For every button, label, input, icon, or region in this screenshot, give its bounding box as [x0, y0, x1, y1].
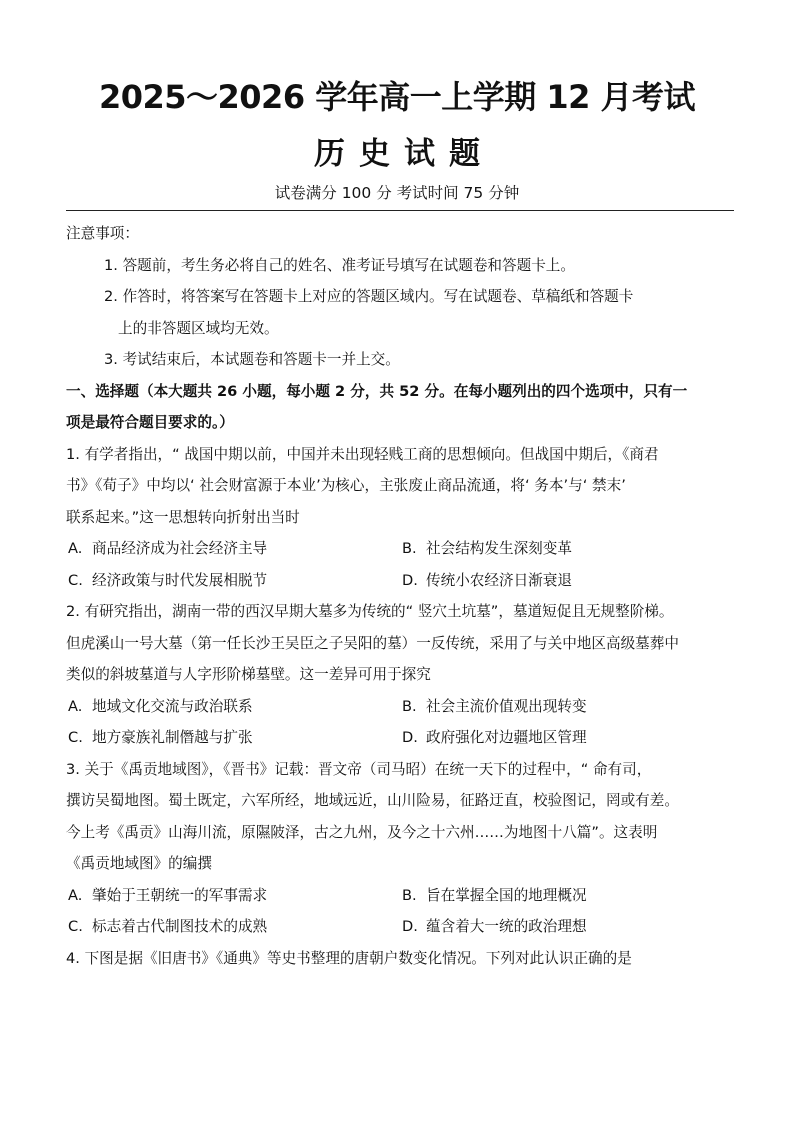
notice-item-continued: 上的非答题区域均无效。	[118, 319, 279, 337]
option-a	[66, 691, 400, 723]
exam-title: 2025～2026 学年高一上学期 12 月考试	[98, 78, 696, 116]
option-letter: B.	[402, 697, 417, 715]
option-text: 商品经济成为社会经济主导	[92, 540, 268, 557]
option-c	[66, 565, 400, 597]
subject-title: 历史试题	[314, 136, 494, 172]
option-text: 蕴含着大一统的政治理想	[426, 918, 587, 935]
question-stem-line: 3. 关于《禹贡地域图》，《晋书》记载：晋文帝（司马昭）在统一天下的过程中，“ 命有司，	[66, 760, 652, 778]
option-text: 社会结构发生深刻变革	[426, 540, 572, 557]
options-row	[66, 911, 734, 943]
options-row	[66, 691, 734, 723]
question-3	[66, 754, 734, 943]
option-text: 传统小农经济日渐衰退	[426, 571, 572, 589]
question-stem-line: 书》《荀子》中均以‘ 社会财富源于本业’为核心，主张废止商品流通，将‘ 务本’与‘ 禁末’	[66, 477, 626, 494]
options-row	[66, 880, 734, 912]
question-stem-line: 撰访吴蜀地图。蜀土既定，六军所经，地域远近，山川险易，征路迂直，校验图记，罔或有差。	[66, 792, 679, 809]
option-text: 政府强化对边疆地区管理	[426, 729, 587, 746]
option-b	[400, 691, 734, 723]
exam-meta: 试卷满分 100 分 考试时间 75 分钟	[274, 184, 520, 202]
section-heading-continued: 项是最符合题目要求的。）	[66, 414, 234, 431]
option-text: 标志着古代制图技术的成熟	[92, 918, 268, 935]
option-a	[66, 533, 400, 565]
option-letter: A.	[68, 540, 83, 557]
option-c	[66, 722, 400, 754]
notice-item: 3. 考试结束后，本试题卷和答题卡一并上交。	[104, 351, 400, 368]
option-letter: C.	[68, 918, 83, 935]
option-d	[400, 722, 734, 754]
option-text: 社会主流价值观出现转变	[426, 697, 587, 715]
question-stem-line: 《禹贡地域图》的编撰	[66, 855, 212, 872]
question-stem-line: 类似的斜坡墓道与人字形阶梯墓壁。这一差异可用于探究	[66, 666, 431, 683]
option-letter: D.	[402, 571, 418, 589]
question-stem-line: 联系起来。”这一思想转向折射出当时	[66, 508, 300, 526]
question-stem-line: 今上考《禹贡》山海川流，原隰陂泽，古之九州，及今之十六州……为地图十八篇”。这表明	[66, 823, 658, 841]
option-letter: D.	[402, 918, 418, 935]
question-stem-line: 2. 有研究指出，湖南一带的西汉早期大墓多为传统的“ 竖穴土坑墓”，墓道短促且无规整阶梯。	[66, 603, 674, 620]
question-2	[66, 596, 734, 754]
question-stem-line: 但虎溪山一号大墓（第一任长沙王吴臣之子吴阳的墓）一反传统，采用了与关中地区高级墓葬中	[66, 634, 679, 652]
option-b	[400, 880, 734, 912]
option-text: 旨在掌握全国的地理概况	[426, 886, 587, 904]
question-stem-line: 4. 下图是据《旧唐书》《通典》等史书整理的唐朝户数变化情况。下列对此认识正确的是	[66, 949, 632, 967]
option-d	[400, 911, 734, 943]
option-letter: B.	[402, 886, 417, 904]
section-heading: 一、选择题（本大题共 26 小题，每小题 2 分，共 52 分。在每小题列出的四个选项中，只有一	[66, 382, 688, 400]
option-letter: B.	[402, 540, 417, 557]
options-row	[66, 533, 734, 565]
option-letter: C.	[68, 571, 83, 589]
option-text: 经济政策与时代发展相脱节	[92, 571, 268, 589]
exam-content	[66, 218, 734, 974]
option-d	[400, 565, 734, 597]
question-stem-line: 1. 有学者指出，“ 战国中期以前，中国并未出现轻贱工商的思想倾向。但战国中期后，《商君	[66, 445, 659, 463]
option-letter: A.	[68, 697, 83, 715]
option-text: 地域文化交流与政治联系	[92, 697, 253, 715]
question-1	[66, 439, 734, 597]
notice-item: 2. 作答时，将答案写在答题卡上对应的答题区域内。写在试题卷、草稿纸和答题卡	[104, 288, 634, 305]
option-text: 地方豪族礼制僭越与扩张	[92, 729, 253, 746]
options-row	[66, 722, 734, 754]
notice-item: 1. 答题前，考生务必将自己的姓名、准考证号填写在试题卷和答题卡上。	[104, 256, 575, 274]
option-letter: C.	[68, 729, 83, 746]
header-divider	[66, 210, 734, 211]
option-letter: A.	[68, 886, 83, 904]
options-row	[66, 565, 734, 597]
option-b	[400, 533, 734, 565]
option-letter: D.	[402, 729, 418, 746]
option-text: 肇始于王朝统一的军事需求	[92, 886, 268, 904]
notice-heading: 注意事项：	[66, 225, 139, 242]
option-a	[66, 880, 400, 912]
question-4	[66, 943, 734, 975]
option-c	[66, 911, 400, 943]
